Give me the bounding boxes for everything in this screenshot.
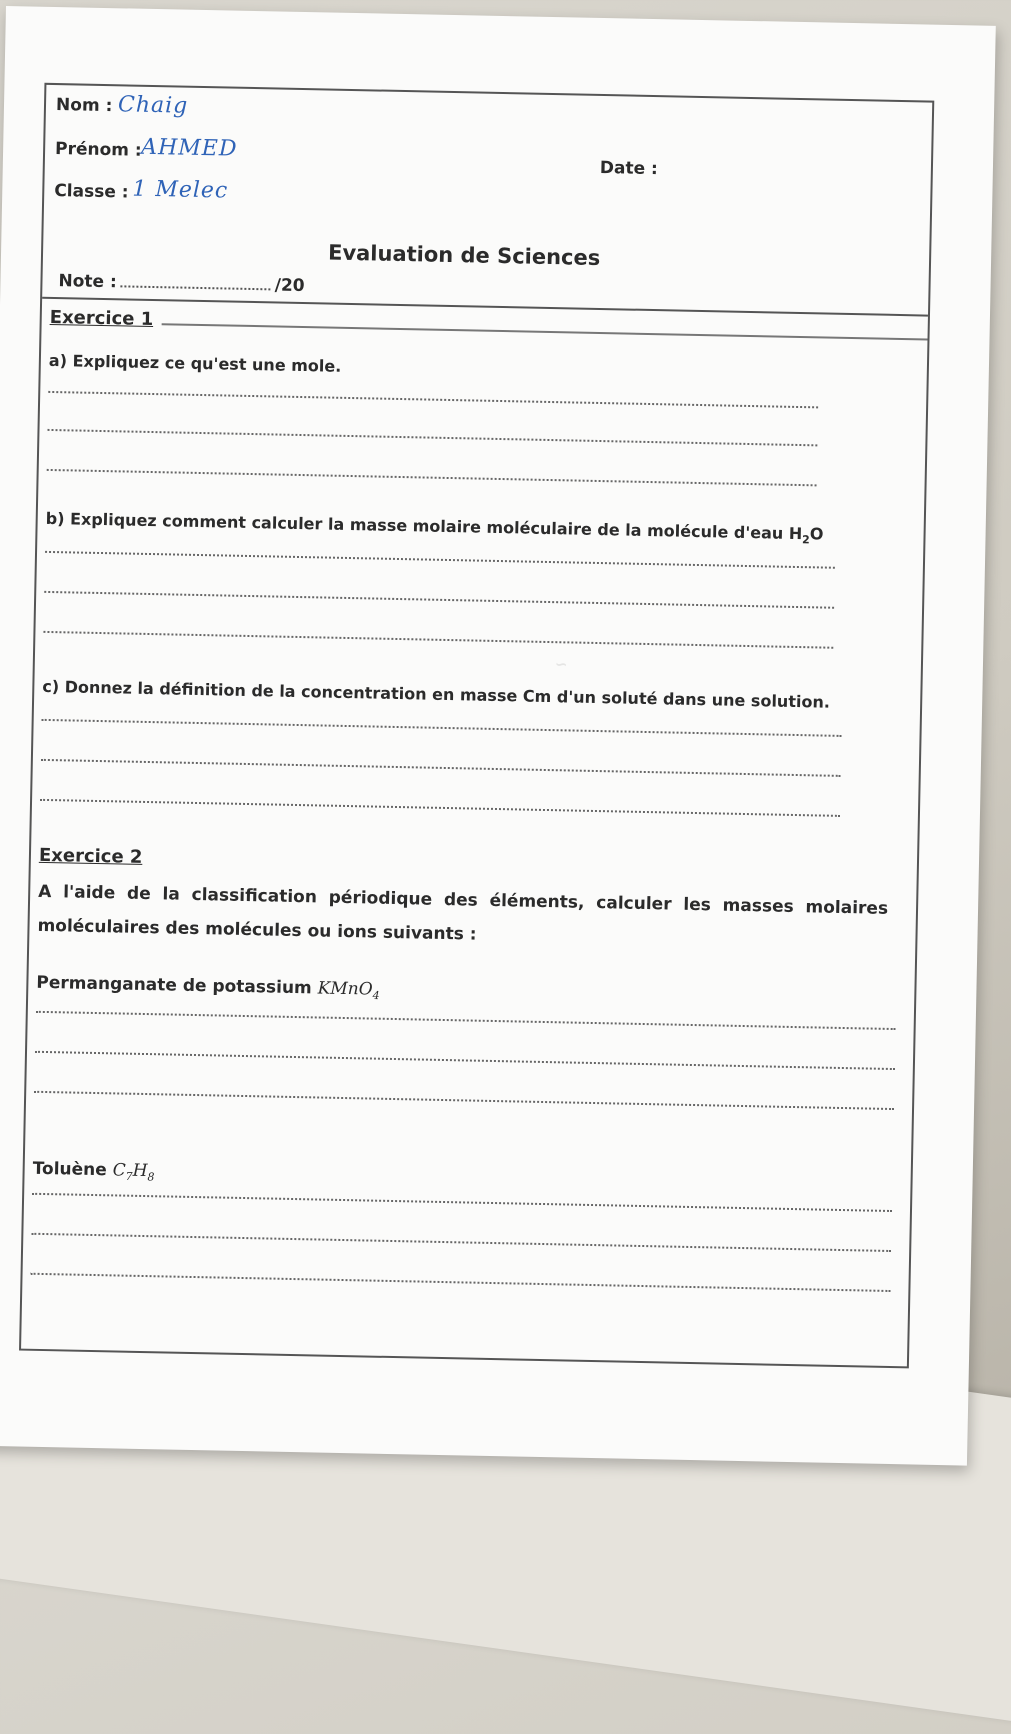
exercise1-divider: [162, 323, 928, 340]
note-label-text: Note :: [58, 271, 117, 293]
classe-label-text: Classe :: [54, 181, 129, 203]
question-b-subscript: 2: [801, 533, 810, 547]
question-a: a) Expliquez ce qu'est une mole.: [48, 350, 342, 376]
item-permanganate: [36, 973, 380, 1002]
answer-line-c1: [42, 719, 842, 737]
prenom-handwritten: AHMED: [140, 134, 238, 162]
note-label: [58, 271, 305, 296]
kmno-main: KMnO: [317, 978, 373, 1000]
answer-line-a1: [48, 391, 818, 408]
bleed-through-text: ~: [554, 655, 568, 674]
toluene-h-sub: 8: [147, 1170, 155, 1184]
answer-line-c2: [41, 759, 841, 777]
date-label: Date :: [599, 157, 659, 180]
classe-handwritten: 1 Melec: [132, 176, 229, 204]
item-toluene-label: Toluène: [32, 1158, 107, 1181]
answer-line-d1: [36, 1011, 896, 1030]
exercise2-title: Exercice 2: [38, 844, 143, 868]
answer-line-a2: [47, 429, 817, 446]
kmno-sub: 4: [372, 988, 380, 1003]
answer-line-b2: [44, 591, 834, 609]
note-suffix: /20: [274, 275, 305, 297]
nom-handwritten: Chaig: [117, 92, 189, 119]
toluene-c: C: [112, 1160, 126, 1181]
toluene-c-sub: 7: [125, 1170, 133, 1184]
nom-label: Nom :: [55, 95, 113, 117]
question-c: c) Donnez la définition de la concentration en masse Cm d'un soluté dans une solution.: [42, 676, 831, 712]
question-b-end: O: [809, 524, 824, 544]
exam-sheet: [0, 6, 996, 1466]
answer-line-d2: [35, 1051, 895, 1070]
answer-line-c3: [40, 799, 840, 817]
item-toluene-formula: [112, 1160, 155, 1184]
question-b-text: b) Expliquez comment calculer la masse molaire moléculaire de la molécule d'eau H: [45, 508, 803, 544]
answer-line-a3: [47, 469, 817, 486]
item-toluene: [32, 1159, 154, 1184]
item-permanganate-formula: [317, 978, 380, 1003]
answer-line-d3: [34, 1091, 894, 1110]
question-b: [45, 509, 823, 547]
answer-line-e2: [31, 1233, 891, 1252]
exercise1-title: Exercice 1: [49, 306, 154, 331]
note-blank: [121, 285, 271, 290]
answer-line-b3: [43, 631, 833, 649]
prenom-label: Prénom :: [54, 139, 142, 161]
answer-line-e3: [31, 1273, 891, 1292]
item-permanganate-label: Permanganate de potassium: [36, 972, 312, 999]
answer-line-b1: [45, 551, 835, 569]
exam-frame: [19, 83, 934, 1369]
toluene-h: H: [132, 1160, 148, 1182]
header-divider: [42, 297, 928, 317]
answer-line-e1: [32, 1193, 892, 1212]
exercise2-instruction: A l'aide de la classification périodique des éléments, calculer les masses molaires moléculaires des molécules ou ions suivants :: [37, 881, 889, 945]
page-title: Evaluation de Sciences: [327, 240, 601, 270]
